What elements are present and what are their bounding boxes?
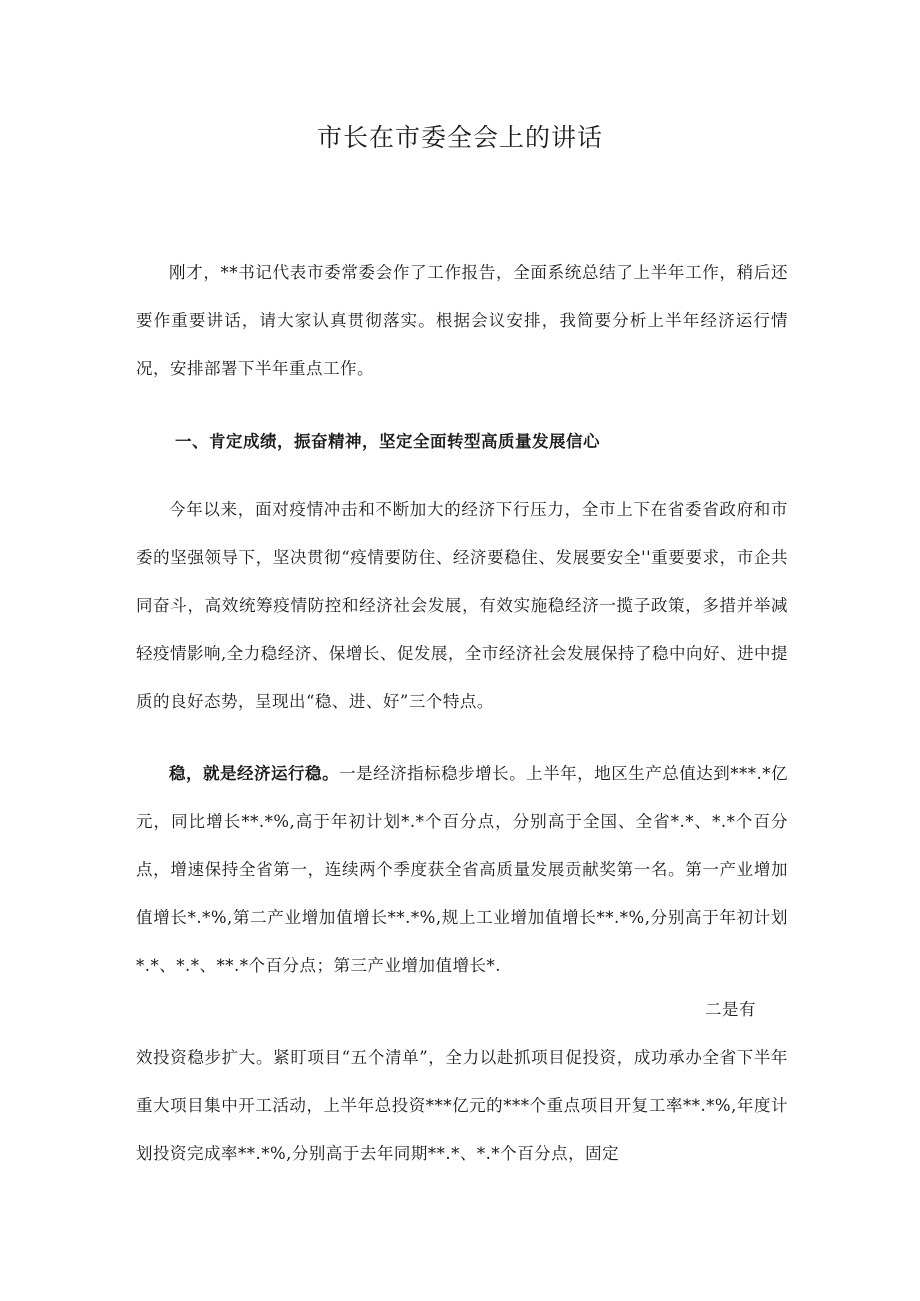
stability-paragraph-body: 一是经济指标稳步增长。上半年，地区生产总值达到***.*亿元，同比增长**.*%,高于年初计划*.*个百分点，分别高于全国、全省*.*、*.*个百分点，增速保持全省第一，连续两个季度获全省高质量发展贡献奖第一名。第一产业增加值增长*.*%,第二产业增加值增长**.*%,规上工业增加值增长**.*%,分别高于年初计划*.*、*.*、**.*个百分点；第三产业增加值增长*.: [136, 764, 788, 975]
stability-paragraph-lead: 稳，就是经济运行稳。: [169, 764, 340, 783]
document-title: 市长在市委全会上的讲话: [316, 123, 603, 152]
intro-paragraph: 刚才，**书记代表市委常委会作了工作报告，全面系统总结了上半年工作，稍后还要作重要讲话，请大家认真贯彻落实。根据会议安排，我简要分析上半年经济运行情况，安排部署下半年重点工作。: [136, 263, 788, 378]
investment-paragraph: 效投资稳步扩大。紧盯项目“五个清单”，全力以赴抓项目促投资，成功承办全省下半年重大项目集中开工活动，上半年总投资***亿元的***个重点项目开复工率**.*%,年度计划投资完成率**.*%,分别高于去年同期**.*、*.*个百分点，固定: [136, 1048, 788, 1163]
continuation-fragment: 二是有: [705, 1000, 756, 1019]
section-1-heading: 一、肯定成绩，振奋精神，坚定全面转型高质量发展信心: [175, 432, 600, 451]
stability-paragraph: [136, 750, 788, 990]
achievements-paragraph: 今年以来，面对疫情冲击和不断加大的经济下行压力，全市上下在省委省政府和市委的坚强领导下，坚决贯彻“疫情要防住、经济要稳住、发展要安全''重要要求，市企共同奋斗，高效统筹疫情防控和经济社会发展，有效实施稳经济一揽子政策，多措并举减轻疫情影响,全力稳经济、保增长、促发展，全市经济社会发展保持了稳中向好、进中提质的良好态势，呈现出“稳、进、好”三个特点。: [136, 500, 788, 711]
